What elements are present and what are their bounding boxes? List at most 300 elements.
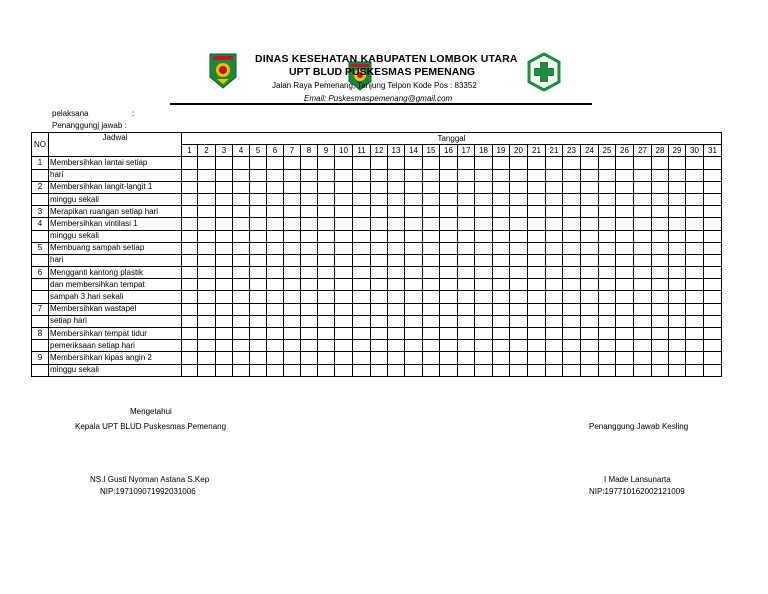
- day-check-cell[interactable]: [475, 340, 493, 352]
- day-check-cell[interactable]: [250, 352, 267, 364]
- day-check-cell[interactable]: [634, 193, 652, 205]
- day-check-cell[interactable]: [440, 181, 458, 193]
- day-check-cell[interactable]: [301, 254, 318, 266]
- day-check-cell[interactable]: [405, 315, 423, 327]
- day-check-cell[interactable]: [250, 193, 267, 205]
- day-check-cell[interactable]: [250, 267, 267, 279]
- day-check-cell[interactable]: [216, 291, 233, 303]
- day-check-cell[interactable]: [405, 218, 423, 230]
- day-check-cell[interactable]: [599, 242, 616, 254]
- day-check-cell[interactable]: [353, 218, 371, 230]
- day-check-cell[interactable]: [510, 315, 528, 327]
- day-check-cell[interactable]: [405, 303, 423, 315]
- day-check-cell[interactable]: [563, 328, 581, 340]
- day-check-cell[interactable]: [250, 303, 267, 315]
- day-check-cell[interactable]: [669, 169, 686, 181]
- day-check-cell[interactable]: [198, 157, 216, 169]
- day-check-cell[interactable]: [563, 193, 581, 205]
- day-check-cell[interactable]: [458, 267, 475, 279]
- day-check-cell[interactable]: [388, 328, 405, 340]
- day-check-cell[interactable]: [267, 157, 284, 169]
- day-check-cell[interactable]: [669, 303, 686, 315]
- day-check-cell[interactable]: [563, 254, 581, 266]
- day-check-cell[interactable]: [634, 230, 652, 242]
- day-check-cell[interactable]: [267, 303, 284, 315]
- day-check-cell[interactable]: [599, 328, 616, 340]
- day-check-cell[interactable]: [528, 267, 546, 279]
- day-check-cell[interactable]: [371, 230, 388, 242]
- day-check-cell[interactable]: [704, 315, 722, 327]
- day-check-cell[interactable]: [669, 352, 686, 364]
- day-check-cell[interactable]: [510, 242, 528, 254]
- day-check-cell[interactable]: [198, 303, 216, 315]
- day-check-cell[interactable]: [388, 193, 405, 205]
- day-check-cell[interactable]: [335, 218, 353, 230]
- day-check-cell[interactable]: [634, 315, 652, 327]
- day-check-cell[interactable]: [301, 193, 318, 205]
- day-check-cell[interactable]: [546, 303, 563, 315]
- day-check-cell[interactable]: [528, 218, 546, 230]
- day-check-cell[interactable]: [182, 242, 198, 254]
- day-check-cell[interactable]: [216, 230, 233, 242]
- day-check-cell[interactable]: [423, 193, 440, 205]
- day-check-cell[interactable]: [198, 181, 216, 193]
- day-check-cell[interactable]: [563, 169, 581, 181]
- day-check-cell[interactable]: [493, 352, 510, 364]
- day-check-cell[interactable]: [475, 169, 493, 181]
- day-check-cell[interactable]: [440, 254, 458, 266]
- day-check-cell[interactable]: [686, 193, 704, 205]
- day-check-cell[interactable]: [371, 328, 388, 340]
- day-check-cell[interactable]: [546, 328, 563, 340]
- day-check-cell[interactable]: [528, 169, 546, 181]
- day-check-cell[interactable]: [616, 206, 634, 218]
- day-check-cell[interactable]: [423, 315, 440, 327]
- day-check-cell[interactable]: [250, 279, 267, 291]
- day-check-cell[interactable]: [250, 169, 267, 181]
- day-check-cell[interactable]: [284, 242, 301, 254]
- day-check-cell[interactable]: [267, 254, 284, 266]
- day-check-cell[interactable]: [634, 291, 652, 303]
- day-check-cell[interactable]: [493, 181, 510, 193]
- day-check-cell[interactable]: [493, 340, 510, 352]
- day-check-cell[interactable]: [563, 291, 581, 303]
- day-check-cell[interactable]: [528, 291, 546, 303]
- day-check-cell[interactable]: [581, 157, 599, 169]
- day-check-cell[interactable]: [634, 352, 652, 364]
- day-check-cell[interactable]: [353, 206, 371, 218]
- day-check-cell[interactable]: [510, 193, 528, 205]
- day-check-cell[interactable]: [546, 169, 563, 181]
- day-check-cell[interactable]: [267, 340, 284, 352]
- day-check-cell[interactable]: [475, 254, 493, 266]
- day-check-cell[interactable]: [475, 157, 493, 169]
- day-check-cell[interactable]: [704, 328, 722, 340]
- day-check-cell[interactable]: [652, 328, 669, 340]
- day-check-cell[interactable]: [581, 181, 599, 193]
- day-check-cell[interactable]: [405, 291, 423, 303]
- day-check-cell[interactable]: [388, 364, 405, 376]
- day-check-cell[interactable]: [546, 242, 563, 254]
- day-check-cell[interactable]: [652, 206, 669, 218]
- day-check-cell[interactable]: [423, 218, 440, 230]
- day-check-cell[interactable]: [704, 169, 722, 181]
- day-check-cell[interactable]: [704, 193, 722, 205]
- day-check-cell[interactable]: [563, 315, 581, 327]
- day-check-cell[interactable]: [371, 303, 388, 315]
- day-check-cell[interactable]: [423, 328, 440, 340]
- day-check-cell[interactable]: [616, 340, 634, 352]
- day-check-cell[interactable]: [510, 328, 528, 340]
- day-check-cell[interactable]: [371, 157, 388, 169]
- day-check-cell[interactable]: [423, 279, 440, 291]
- day-check-cell[interactable]: [704, 206, 722, 218]
- day-check-cell[interactable]: [510, 206, 528, 218]
- day-check-cell[interactable]: [546, 279, 563, 291]
- day-check-cell[interactable]: [335, 254, 353, 266]
- day-check-cell[interactable]: [652, 364, 669, 376]
- day-check-cell[interactable]: [440, 206, 458, 218]
- day-check-cell[interactable]: [405, 364, 423, 376]
- day-check-cell[interactable]: [198, 328, 216, 340]
- day-check-cell[interactable]: [493, 230, 510, 242]
- day-check-cell[interactable]: [599, 364, 616, 376]
- day-check-cell[interactable]: [405, 157, 423, 169]
- day-check-cell[interactable]: [335, 206, 353, 218]
- day-check-cell[interactable]: [458, 254, 475, 266]
- day-check-cell[interactable]: [388, 218, 405, 230]
- day-check-cell[interactable]: [233, 230, 250, 242]
- day-check-cell[interactable]: [510, 352, 528, 364]
- day-check-cell[interactable]: [405, 181, 423, 193]
- day-check-cell[interactable]: [546, 340, 563, 352]
- day-check-cell[interactable]: [216, 242, 233, 254]
- day-check-cell[interactable]: [563, 364, 581, 376]
- day-check-cell[interactable]: [599, 230, 616, 242]
- day-check-cell[interactable]: [423, 291, 440, 303]
- day-check-cell[interactable]: [616, 169, 634, 181]
- day-check-cell[interactable]: [599, 279, 616, 291]
- day-check-cell[interactable]: [233, 193, 250, 205]
- day-check-cell[interactable]: [563, 206, 581, 218]
- day-check-cell[interactable]: [510, 340, 528, 352]
- day-check-cell[interactable]: [528, 352, 546, 364]
- day-check-cell[interactable]: [634, 364, 652, 376]
- day-check-cell[interactable]: [475, 230, 493, 242]
- day-check-cell[interactable]: [581, 218, 599, 230]
- day-check-cell[interactable]: [652, 315, 669, 327]
- day-check-cell[interactable]: [371, 169, 388, 181]
- day-check-cell[interactable]: [652, 218, 669, 230]
- day-check-cell[interactable]: [371, 242, 388, 254]
- day-check-cell[interactable]: [440, 315, 458, 327]
- day-check-cell[interactable]: [353, 242, 371, 254]
- day-check-cell[interactable]: [405, 193, 423, 205]
- day-check-cell[interactable]: [284, 364, 301, 376]
- day-check-cell[interactable]: [686, 254, 704, 266]
- day-check-cell[interactable]: [284, 315, 301, 327]
- day-check-cell[interactable]: [371, 181, 388, 193]
- day-check-cell[interactable]: [563, 303, 581, 315]
- day-check-cell[interactable]: [423, 352, 440, 364]
- day-check-cell[interactable]: [704, 352, 722, 364]
- day-check-cell[interactable]: [704, 364, 722, 376]
- day-check-cell[interactable]: [458, 279, 475, 291]
- day-check-cell[interactable]: [458, 242, 475, 254]
- day-check-cell[interactable]: [634, 169, 652, 181]
- day-check-cell[interactable]: [669, 230, 686, 242]
- day-check-cell[interactable]: [616, 328, 634, 340]
- day-check-cell[interactable]: [318, 291, 335, 303]
- day-check-cell[interactable]: [634, 328, 652, 340]
- day-check-cell[interactable]: [458, 315, 475, 327]
- day-check-cell[interactable]: [546, 315, 563, 327]
- day-check-cell[interactable]: [182, 279, 198, 291]
- day-check-cell[interactable]: [475, 206, 493, 218]
- day-check-cell[interactable]: [669, 206, 686, 218]
- day-check-cell[interactable]: [182, 352, 198, 364]
- day-check-cell[interactable]: [318, 352, 335, 364]
- day-check-cell[interactable]: [371, 340, 388, 352]
- day-check-cell[interactable]: [216, 181, 233, 193]
- day-check-cell[interactable]: [423, 157, 440, 169]
- day-check-cell[interactable]: [267, 242, 284, 254]
- day-check-cell[interactable]: [182, 340, 198, 352]
- day-check-cell[interactable]: [353, 291, 371, 303]
- day-check-cell[interactable]: [528, 193, 546, 205]
- day-check-cell[interactable]: [284, 303, 301, 315]
- day-check-cell[interactable]: [563, 218, 581, 230]
- day-check-cell[interactable]: [301, 328, 318, 340]
- day-check-cell[interactable]: [458, 206, 475, 218]
- day-check-cell[interactable]: [233, 364, 250, 376]
- day-check-cell[interactable]: [301, 242, 318, 254]
- day-check-cell[interactable]: [652, 242, 669, 254]
- day-check-cell[interactable]: [423, 242, 440, 254]
- day-check-cell[interactable]: [182, 193, 198, 205]
- day-check-cell[interactable]: [581, 315, 599, 327]
- day-check-cell[interactable]: [182, 169, 198, 181]
- day-check-cell[interactable]: [475, 181, 493, 193]
- day-check-cell[interactable]: [388, 242, 405, 254]
- day-check-cell[interactable]: [458, 193, 475, 205]
- day-check-cell[interactable]: [528, 230, 546, 242]
- day-check-cell[interactable]: [371, 193, 388, 205]
- day-check-cell[interactable]: [423, 169, 440, 181]
- day-check-cell[interactable]: [669, 291, 686, 303]
- day-check-cell[interactable]: [216, 169, 233, 181]
- day-check-cell[interactable]: [458, 364, 475, 376]
- day-check-cell[interactable]: [652, 267, 669, 279]
- day-check-cell[interactable]: [686, 315, 704, 327]
- day-check-cell[interactable]: [669, 254, 686, 266]
- day-check-cell[interactable]: [510, 157, 528, 169]
- day-check-cell[interactable]: [546, 254, 563, 266]
- day-check-cell[interactable]: [182, 328, 198, 340]
- day-check-cell[interactable]: [267, 315, 284, 327]
- day-check-cell[interactable]: [233, 267, 250, 279]
- day-check-cell[interactable]: [318, 328, 335, 340]
- day-check-cell[interactable]: [686, 303, 704, 315]
- day-check-cell[interactable]: [284, 206, 301, 218]
- day-check-cell[interactable]: [353, 157, 371, 169]
- day-check-cell[interactable]: [493, 267, 510, 279]
- day-check-cell[interactable]: [440, 364, 458, 376]
- day-check-cell[interactable]: [388, 157, 405, 169]
- day-check-cell[interactable]: [616, 242, 634, 254]
- day-check-cell[interactable]: [475, 291, 493, 303]
- day-check-cell[interactable]: [686, 230, 704, 242]
- day-check-cell[interactable]: [581, 169, 599, 181]
- day-check-cell[interactable]: [616, 157, 634, 169]
- day-check-cell[interactable]: [267, 279, 284, 291]
- day-check-cell[interactable]: [599, 291, 616, 303]
- day-check-cell[interactable]: [546, 218, 563, 230]
- day-check-cell[interactable]: [388, 267, 405, 279]
- day-check-cell[interactable]: [616, 218, 634, 230]
- day-check-cell[interactable]: [216, 254, 233, 266]
- day-check-cell[interactable]: [284, 218, 301, 230]
- day-check-cell[interactable]: [581, 242, 599, 254]
- day-check-cell[interactable]: [182, 230, 198, 242]
- day-check-cell[interactable]: [318, 303, 335, 315]
- day-check-cell[interactable]: [318, 181, 335, 193]
- day-check-cell[interactable]: [634, 267, 652, 279]
- day-check-cell[interactable]: [267, 267, 284, 279]
- day-check-cell[interactable]: [182, 364, 198, 376]
- day-check-cell[interactable]: [475, 279, 493, 291]
- day-check-cell[interactable]: [546, 291, 563, 303]
- day-check-cell[interactable]: [284, 352, 301, 364]
- day-check-cell[interactable]: [616, 291, 634, 303]
- day-check-cell[interactable]: [233, 218, 250, 230]
- day-check-cell[interactable]: [318, 218, 335, 230]
- day-check-cell[interactable]: [182, 291, 198, 303]
- day-check-cell[interactable]: [301, 340, 318, 352]
- day-check-cell[interactable]: [198, 254, 216, 266]
- day-check-cell[interactable]: [493, 315, 510, 327]
- day-check-cell[interactable]: [440, 352, 458, 364]
- day-check-cell[interactable]: [546, 193, 563, 205]
- day-check-cell[interactable]: [335, 181, 353, 193]
- day-check-cell[interactable]: [546, 157, 563, 169]
- day-check-cell[interactable]: [652, 181, 669, 193]
- day-check-cell[interactable]: [405, 328, 423, 340]
- day-check-cell[interactable]: [440, 340, 458, 352]
- day-check-cell[interactable]: [216, 340, 233, 352]
- day-check-cell[interactable]: [284, 279, 301, 291]
- day-check-cell[interactable]: [216, 267, 233, 279]
- day-check-cell[interactable]: [284, 193, 301, 205]
- day-check-cell[interactable]: [198, 279, 216, 291]
- day-check-cell[interactable]: [388, 352, 405, 364]
- day-check-cell[interactable]: [616, 267, 634, 279]
- day-check-cell[interactable]: [599, 218, 616, 230]
- day-check-cell[interactable]: [440, 279, 458, 291]
- day-check-cell[interactable]: [652, 157, 669, 169]
- day-check-cell[interactable]: [335, 303, 353, 315]
- day-check-cell[interactable]: [335, 157, 353, 169]
- day-check-cell[interactable]: [267, 218, 284, 230]
- day-check-cell[interactable]: [669, 328, 686, 340]
- day-check-cell[interactable]: [634, 303, 652, 315]
- day-check-cell[interactable]: [388, 169, 405, 181]
- day-check-cell[interactable]: [301, 315, 318, 327]
- day-check-cell[interactable]: [301, 267, 318, 279]
- day-check-cell[interactable]: [528, 242, 546, 254]
- day-check-cell[interactable]: [318, 157, 335, 169]
- day-check-cell[interactable]: [353, 181, 371, 193]
- day-check-cell[interactable]: [440, 169, 458, 181]
- day-check-cell[interactable]: [353, 230, 371, 242]
- day-check-cell[interactable]: [652, 254, 669, 266]
- day-check-cell[interactable]: [284, 181, 301, 193]
- day-check-cell[interactable]: [616, 181, 634, 193]
- day-check-cell[interactable]: [318, 242, 335, 254]
- day-check-cell[interactable]: [563, 157, 581, 169]
- day-check-cell[interactable]: [686, 242, 704, 254]
- day-check-cell[interactable]: [510, 364, 528, 376]
- day-check-cell[interactable]: [458, 169, 475, 181]
- day-check-cell[interactable]: [335, 242, 353, 254]
- day-check-cell[interactable]: [250, 291, 267, 303]
- day-check-cell[interactable]: [475, 328, 493, 340]
- day-check-cell[interactable]: [284, 291, 301, 303]
- day-check-cell[interactable]: [528, 340, 546, 352]
- day-check-cell[interactable]: [581, 291, 599, 303]
- day-check-cell[interactable]: [353, 364, 371, 376]
- day-check-cell[interactable]: [440, 291, 458, 303]
- day-check-cell[interactable]: [405, 230, 423, 242]
- day-check-cell[interactable]: [301, 218, 318, 230]
- day-check-cell[interactable]: [634, 206, 652, 218]
- day-check-cell[interactable]: [182, 181, 198, 193]
- day-check-cell[interactable]: [233, 291, 250, 303]
- day-check-cell[interactable]: [388, 254, 405, 266]
- day-check-cell[interactable]: [182, 315, 198, 327]
- day-check-cell[interactable]: [581, 193, 599, 205]
- day-check-cell[interactable]: [233, 254, 250, 266]
- day-check-cell[interactable]: [581, 267, 599, 279]
- day-check-cell[interactable]: [599, 352, 616, 364]
- day-check-cell[interactable]: [405, 340, 423, 352]
- day-check-cell[interactable]: [652, 303, 669, 315]
- day-check-cell[interactable]: [599, 193, 616, 205]
- day-check-cell[interactable]: [704, 181, 722, 193]
- day-check-cell[interactable]: [458, 303, 475, 315]
- day-check-cell[interactable]: [704, 340, 722, 352]
- day-check-cell[interactable]: [284, 230, 301, 242]
- day-check-cell[interactable]: [198, 230, 216, 242]
- day-check-cell[interactable]: [405, 254, 423, 266]
- day-check-cell[interactable]: [423, 364, 440, 376]
- day-check-cell[interactable]: [686, 267, 704, 279]
- day-check-cell[interactable]: [599, 303, 616, 315]
- day-check-cell[interactable]: [616, 230, 634, 242]
- day-check-cell[interactable]: [267, 169, 284, 181]
- day-check-cell[interactable]: [284, 169, 301, 181]
- day-check-cell[interactable]: [599, 267, 616, 279]
- day-check-cell[interactable]: [371, 267, 388, 279]
- day-check-cell[interactable]: [423, 206, 440, 218]
- day-check-cell[interactable]: [475, 242, 493, 254]
- day-check-cell[interactable]: [563, 267, 581, 279]
- day-check-cell[interactable]: [318, 193, 335, 205]
- day-check-cell[interactable]: [652, 352, 669, 364]
- day-check-cell[interactable]: [335, 279, 353, 291]
- day-check-cell[interactable]: [510, 181, 528, 193]
- day-check-cell[interactable]: [423, 267, 440, 279]
